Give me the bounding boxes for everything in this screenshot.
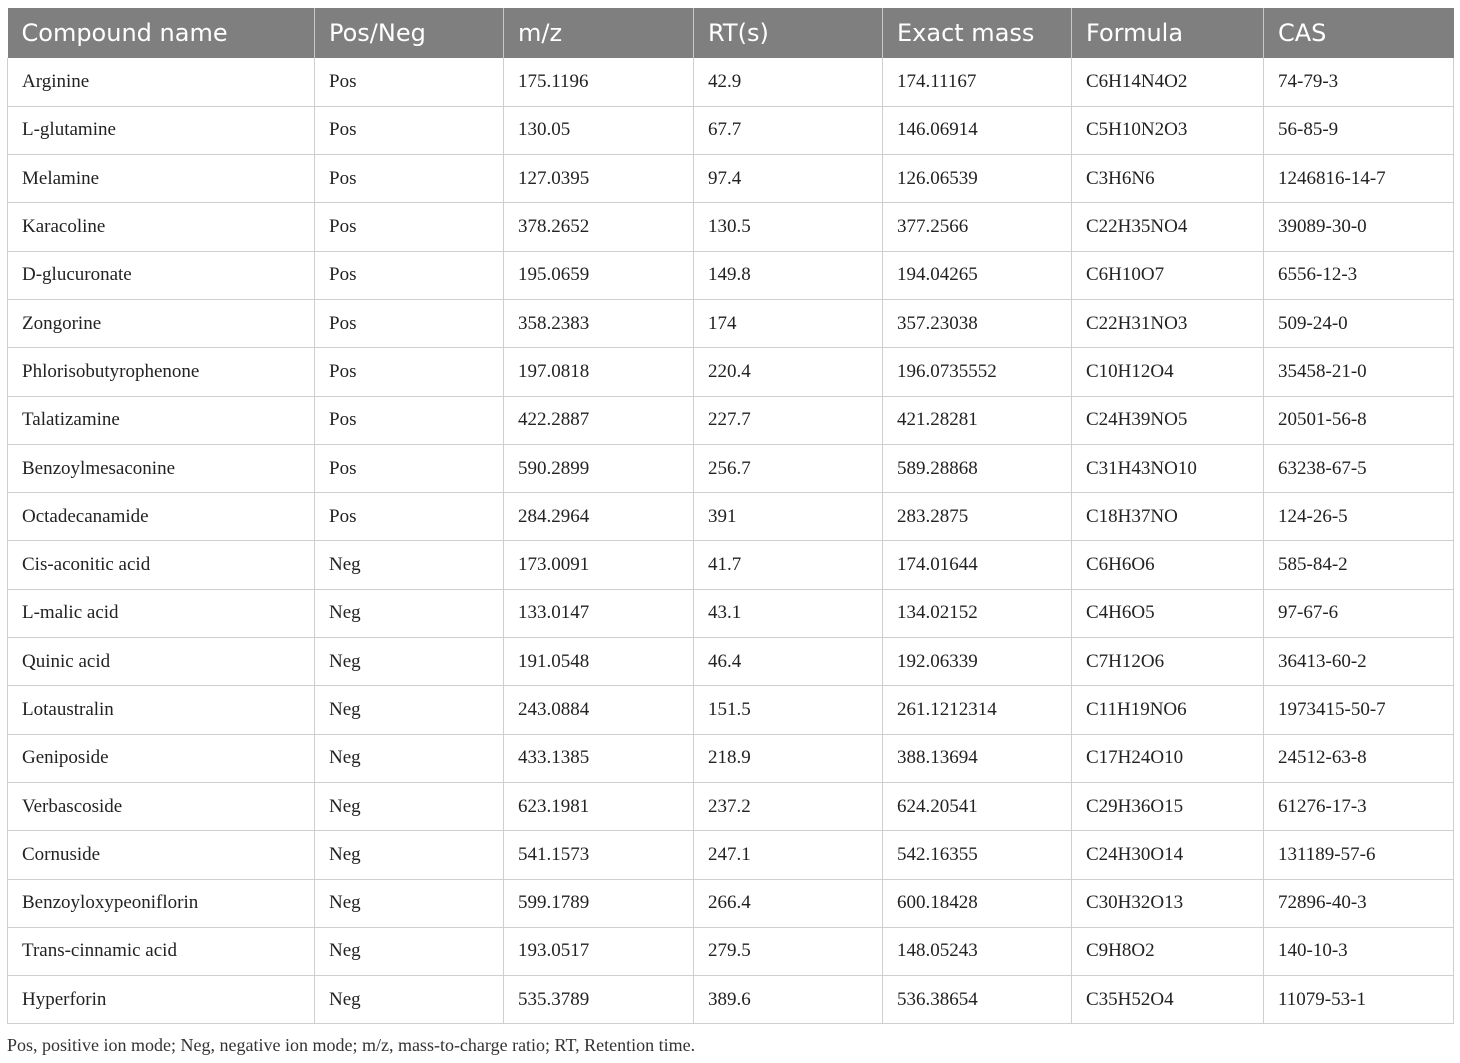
column-header-cas: CAS xyxy=(1264,8,1454,58)
cell-mz: 284.2964 xyxy=(504,493,694,541)
table-row xyxy=(8,493,1454,541)
cell-compound-name: L-glutamine xyxy=(8,106,315,154)
table-row xyxy=(8,541,1454,589)
cell-mz: 378.2652 xyxy=(504,203,694,251)
cell-rt: 67.7 xyxy=(694,106,883,154)
cell-exact-mass: 174.01644 xyxy=(883,541,1072,589)
cell-exact-mass: 377.2566 xyxy=(883,203,1072,251)
column-header-compound-name: Compound name xyxy=(8,8,315,58)
cell-exact-mass: 624.20541 xyxy=(883,782,1072,830)
cell-exact-mass: 357.23038 xyxy=(883,299,1072,347)
cell-formula: C35H52O4 xyxy=(1072,976,1264,1024)
cell-mz: 535.3789 xyxy=(504,976,694,1024)
cell-exact-mass: 148.05243 xyxy=(883,927,1072,975)
cell-cas: 97-67-6 xyxy=(1264,589,1454,637)
cell-formula: C24H39NO5 xyxy=(1072,396,1264,444)
cell-cas: 20501-56-8 xyxy=(1264,396,1454,444)
column-header-exact-mass: Exact mass xyxy=(883,8,1072,58)
cell-formula: C5H10N2O3 xyxy=(1072,106,1264,154)
table-row xyxy=(8,348,1454,396)
cell-exact-mass: 600.18428 xyxy=(883,879,1072,927)
cell-exact-mass: 194.04265 xyxy=(883,251,1072,299)
cell-cas: 1973415-50-7 xyxy=(1264,686,1454,734)
cell-mz: 133.0147 xyxy=(504,589,694,637)
cell-mz: 191.0548 xyxy=(504,638,694,686)
compound-table-container xyxy=(7,8,1453,1024)
cell-pos-neg: Neg xyxy=(315,831,504,879)
cell-compound-name: Talatizamine xyxy=(8,396,315,444)
table-row xyxy=(8,155,1454,203)
cell-pos-neg: Pos xyxy=(315,493,504,541)
cell-pos-neg: Pos xyxy=(315,58,504,106)
cell-mz: 358.2383 xyxy=(504,299,694,347)
cell-cas: 124-26-5 xyxy=(1264,493,1454,541)
cell-rt: 130.5 xyxy=(694,203,883,251)
cell-formula: C7H12O6 xyxy=(1072,638,1264,686)
cell-exact-mass: 421.28281 xyxy=(883,396,1072,444)
cell-exact-mass: 589.28868 xyxy=(883,444,1072,492)
table-footnote: Pos, positive ion mode; Neg, negative ion mode; m/z, mass-to-charge ratio; RT, Retention time. xyxy=(7,1035,696,1055)
cell-exact-mass: 536.38654 xyxy=(883,976,1072,1024)
cell-pos-neg: Pos xyxy=(315,203,504,251)
cell-formula: C6H6O6 xyxy=(1072,541,1264,589)
table-row xyxy=(8,638,1454,686)
table-row xyxy=(8,444,1454,492)
cell-rt: 97.4 xyxy=(694,155,883,203)
cell-pos-neg: Neg xyxy=(315,879,504,927)
cell-rt: 256.7 xyxy=(694,444,883,492)
table-row xyxy=(8,686,1454,734)
cell-pos-neg: Neg xyxy=(315,927,504,975)
table-row xyxy=(8,589,1454,637)
table-row xyxy=(8,976,1454,1024)
table-row xyxy=(8,396,1454,444)
cell-formula: C6H14N4O2 xyxy=(1072,58,1264,106)
cell-rt: 391 xyxy=(694,493,883,541)
column-header-rt: RT(s) xyxy=(694,8,883,58)
cell-formula: C4H6O5 xyxy=(1072,589,1264,637)
cell-compound-name: Quinic acid xyxy=(8,638,315,686)
cell-cas: 39089-30-0 xyxy=(1264,203,1454,251)
cell-formula: C6H10O7 xyxy=(1072,251,1264,299)
cell-cas: 11079-53-1 xyxy=(1264,976,1454,1024)
cell-cas: 72896-40-3 xyxy=(1264,879,1454,927)
cell-mz: 127.0395 xyxy=(504,155,694,203)
cell-pos-neg: Neg xyxy=(315,686,504,734)
cell-cas: 36413-60-2 xyxy=(1264,638,1454,686)
cell-formula: C9H8O2 xyxy=(1072,927,1264,975)
cell-formula: C10H12O4 xyxy=(1072,348,1264,396)
cell-mz: 422.2887 xyxy=(504,396,694,444)
table-row xyxy=(8,782,1454,830)
cell-compound-name: D-glucuronate xyxy=(8,251,315,299)
cell-pos-neg: Neg xyxy=(315,589,504,637)
cell-pos-neg: Pos xyxy=(315,299,504,347)
cell-mz: 175.1196 xyxy=(504,58,694,106)
cell-exact-mass: 261.1212314 xyxy=(883,686,1072,734)
cell-cas: 140-10-3 xyxy=(1264,927,1454,975)
cell-exact-mass: 146.06914 xyxy=(883,106,1072,154)
cell-compound-name: Karacoline xyxy=(8,203,315,251)
cell-pos-neg: Pos xyxy=(315,444,504,492)
column-header-formula: Formula xyxy=(1072,8,1264,58)
cell-rt: 151.5 xyxy=(694,686,883,734)
cell-rt: 46.4 xyxy=(694,638,883,686)
cell-formula: C17H24O10 xyxy=(1072,734,1264,782)
table-header-row xyxy=(8,8,1454,58)
cell-rt: 218.9 xyxy=(694,734,883,782)
cell-mz: 195.0659 xyxy=(504,251,694,299)
cell-cas: 585-84-2 xyxy=(1264,541,1454,589)
table-row xyxy=(8,831,1454,879)
table-row xyxy=(8,299,1454,347)
cell-pos-neg: Pos xyxy=(315,251,504,299)
cell-cas: 131189-57-6 xyxy=(1264,831,1454,879)
cell-formula: C22H31NO3 xyxy=(1072,299,1264,347)
cell-cas: 6556-12-3 xyxy=(1264,251,1454,299)
cell-exact-mass: 192.06339 xyxy=(883,638,1072,686)
cell-compound-name: Benzoylmesaconine xyxy=(8,444,315,492)
cell-compound-name: Lotaustralin xyxy=(8,686,315,734)
cell-formula: C30H32O13 xyxy=(1072,879,1264,927)
table-row xyxy=(8,106,1454,154)
cell-mz: 193.0517 xyxy=(504,927,694,975)
cell-rt: 149.8 xyxy=(694,251,883,299)
cell-mz: 590.2899 xyxy=(504,444,694,492)
cell-cas: 61276-17-3 xyxy=(1264,782,1454,830)
cell-compound-name: Cis-aconitic acid xyxy=(8,541,315,589)
cell-cas: 56-85-9 xyxy=(1264,106,1454,154)
cell-cas: 63238-67-5 xyxy=(1264,444,1454,492)
cell-compound-name: Phlorisobutyrophenone xyxy=(8,348,315,396)
cell-exact-mass: 174.11167 xyxy=(883,58,1072,106)
cell-pos-neg: Neg xyxy=(315,782,504,830)
cell-mz: 243.0884 xyxy=(504,686,694,734)
cell-rt: 220.4 xyxy=(694,348,883,396)
cell-formula: C22H35NO4 xyxy=(1072,203,1264,251)
cell-rt: 43.1 xyxy=(694,589,883,637)
cell-rt: 227.7 xyxy=(694,396,883,444)
cell-cas: 35458-21-0 xyxy=(1264,348,1454,396)
cell-pos-neg: Pos xyxy=(315,155,504,203)
cell-compound-name: Octadecanamide xyxy=(8,493,315,541)
cell-pos-neg: Neg xyxy=(315,976,504,1024)
cell-exact-mass: 196.0735552 xyxy=(883,348,1072,396)
table-row xyxy=(8,251,1454,299)
cell-rt: 42.9 xyxy=(694,58,883,106)
cell-formula: C29H36O15 xyxy=(1072,782,1264,830)
cell-pos-neg: Neg xyxy=(315,734,504,782)
cell-compound-name: Trans-cinnamic acid xyxy=(8,927,315,975)
table-body xyxy=(8,58,1454,1024)
cell-rt: 247.1 xyxy=(694,831,883,879)
cell-formula: C18H37NO xyxy=(1072,493,1264,541)
cell-formula: C24H30O14 xyxy=(1072,831,1264,879)
cell-formula: C3H6N6 xyxy=(1072,155,1264,203)
cell-rt: 279.5 xyxy=(694,927,883,975)
table-row xyxy=(8,203,1454,251)
cell-compound-name: Arginine xyxy=(8,58,315,106)
cell-pos-neg: Pos xyxy=(315,396,504,444)
cell-mz: 173.0091 xyxy=(504,541,694,589)
cell-mz: 130.05 xyxy=(504,106,694,154)
table-row xyxy=(8,927,1454,975)
cell-mz: 599.1789 xyxy=(504,879,694,927)
cell-exact-mass: 542.16355 xyxy=(883,831,1072,879)
cell-mz: 433.1385 xyxy=(504,734,694,782)
table-row xyxy=(8,734,1454,782)
cell-rt: 266.4 xyxy=(694,879,883,927)
cell-compound-name: Geniposide xyxy=(8,734,315,782)
cell-exact-mass: 134.02152 xyxy=(883,589,1072,637)
cell-compound-name: Benzoyloxypeoniflorin xyxy=(8,879,315,927)
cell-exact-mass: 126.06539 xyxy=(883,155,1072,203)
cell-cas: 24512-63-8 xyxy=(1264,734,1454,782)
table-row xyxy=(8,879,1454,927)
cell-mz: 541.1573 xyxy=(504,831,694,879)
cell-pos-neg: Pos xyxy=(315,106,504,154)
cell-pos-neg: Neg xyxy=(315,541,504,589)
cell-compound-name: Zongorine xyxy=(8,299,315,347)
cell-rt: 389.6 xyxy=(694,976,883,1024)
column-header-mz: m/z xyxy=(504,8,694,58)
cell-rt: 237.2 xyxy=(694,782,883,830)
cell-cas: 509-24-0 xyxy=(1264,299,1454,347)
cell-pos-neg: Pos xyxy=(315,348,504,396)
cell-formula: C11H19NO6 xyxy=(1072,686,1264,734)
cell-compound-name: Verbascoside xyxy=(8,782,315,830)
cell-rt: 41.7 xyxy=(694,541,883,589)
cell-cas: 1246816-14-7 xyxy=(1264,155,1454,203)
cell-mz: 623.1981 xyxy=(504,782,694,830)
cell-formula: C31H43NO10 xyxy=(1072,444,1264,492)
cell-compound-name: Melamine xyxy=(8,155,315,203)
cell-mz: 197.0818 xyxy=(504,348,694,396)
cell-exact-mass: 388.13694 xyxy=(883,734,1072,782)
compound-table xyxy=(7,8,1454,1024)
cell-exact-mass: 283.2875 xyxy=(883,493,1072,541)
cell-pos-neg: Neg xyxy=(315,638,504,686)
cell-compound-name: Hyperforin xyxy=(8,976,315,1024)
cell-cas: 74-79-3 xyxy=(1264,58,1454,106)
cell-compound-name: Cornuside xyxy=(8,831,315,879)
table-row xyxy=(8,58,1454,106)
cell-rt: 174 xyxy=(694,299,883,347)
cell-compound-name: L-malic acid xyxy=(8,589,315,637)
column-header-pos-neg: Pos/Neg xyxy=(315,8,504,58)
